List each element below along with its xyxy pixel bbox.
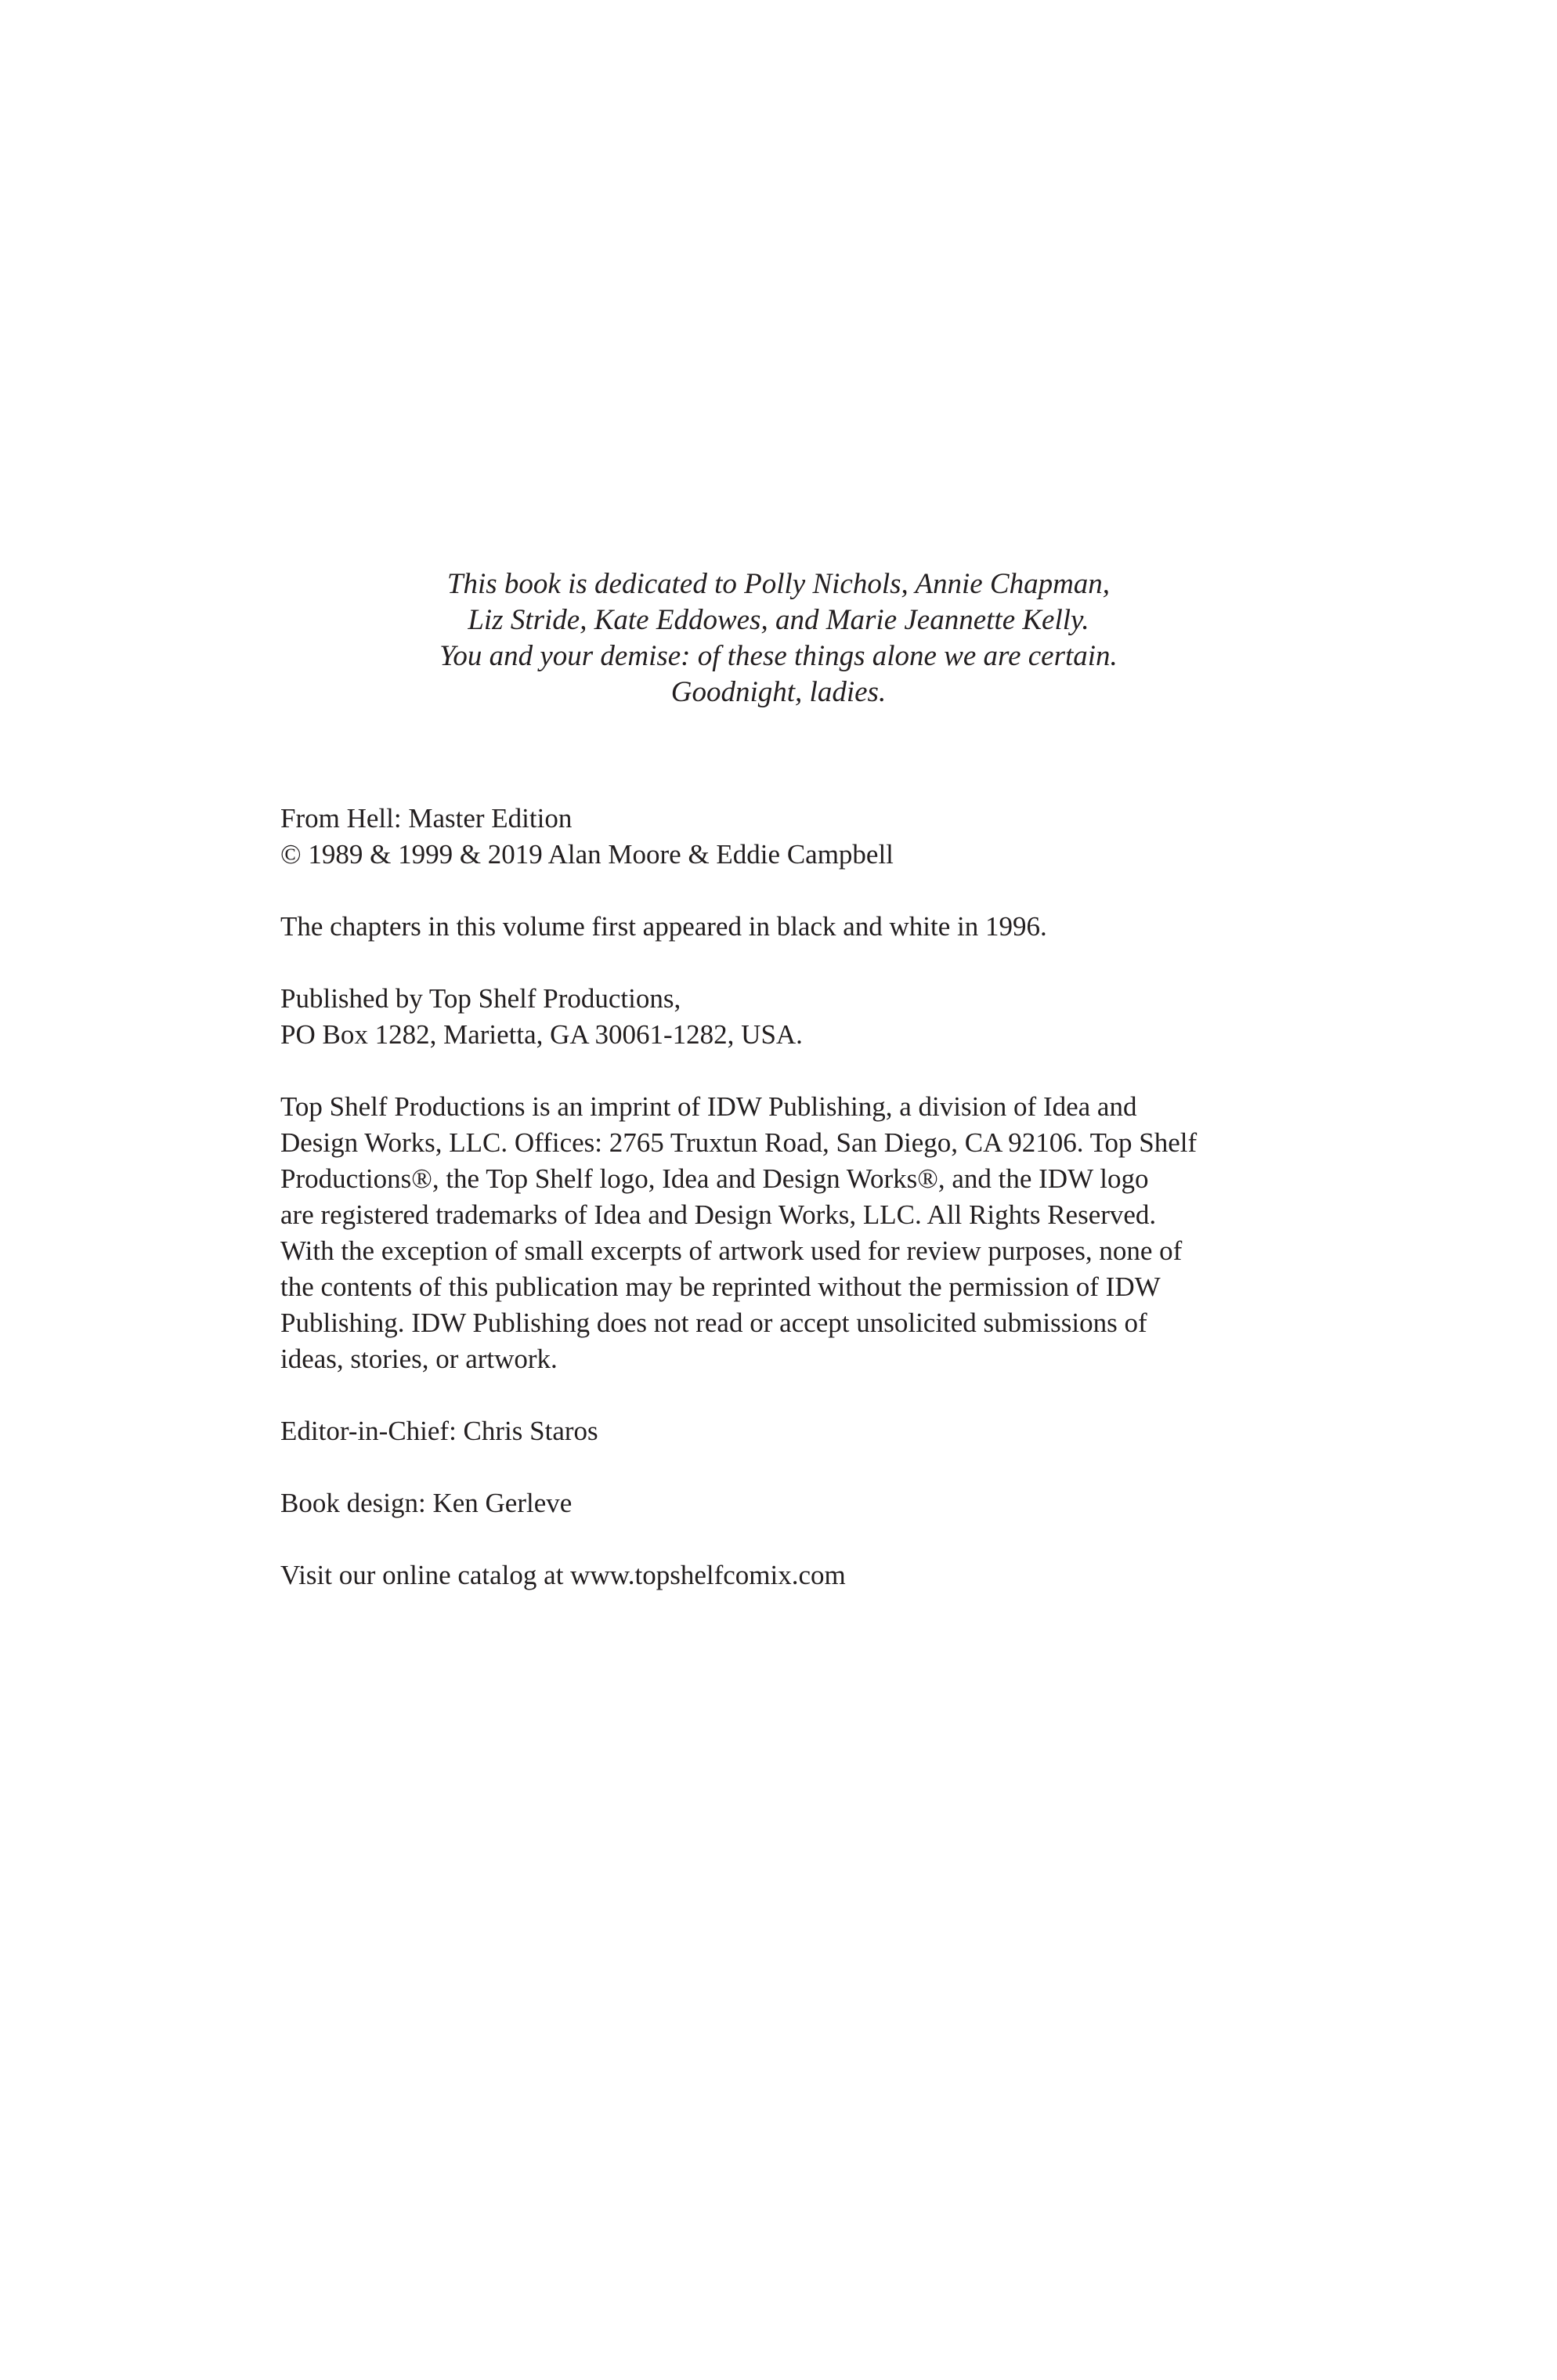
legal-line: Productions®, the Top Shelf logo, Idea and Design Works®, and the IDW logo xyxy=(280,1163,1149,1194)
legal-line: ideas, stories, or artwork. xyxy=(280,1344,558,1374)
book-title: From Hell: Master Edition xyxy=(280,803,573,834)
legal-line: Publishing. IDW Publishing does not read or accept unsolicited submissions of xyxy=(280,1308,1147,1338)
first-appeared-text: The chapters in this volume first appeared in black and white in 1996. xyxy=(280,911,1047,942)
dedication-line: This book is dedicated to Polly Nichols, Annie Chapman, xyxy=(446,568,1111,600)
colophon xyxy=(280,801,1314,1629)
legal-line: Top Shelf Productions is an imprint of IDW Publishing, a division of Idea and xyxy=(280,1091,1137,1122)
title-copyright xyxy=(280,801,1314,873)
editor-credit xyxy=(280,1413,1314,1449)
legal-line: are registered trademarks of Idea and Design Works, LLC. All Rights Reserved. xyxy=(280,1199,1157,1230)
publisher-line: Published by Top Shelf Productions, xyxy=(280,983,681,1014)
legal-line: the contents of this publication may be reprinted without the permission of IDW xyxy=(280,1271,1161,1302)
catalog-note xyxy=(280,1557,1314,1593)
design-text: Book design: Ken Gerleve xyxy=(280,1488,573,1518)
catalog-text: Visit our online catalog at www.topshelfcomix.com xyxy=(280,1560,846,1590)
copyright-notice: © 1989 & 1999 & 2019 Alan Moore & Eddie Campbell xyxy=(280,839,894,870)
dedication xyxy=(282,566,1275,711)
first-appeared-note xyxy=(280,909,1314,945)
design-credit xyxy=(280,1485,1314,1521)
dedication-line: You and your demise: of these things alone we are certain. xyxy=(439,640,1118,672)
legal-line: Design Works, LLC. Offices: 2765 Truxtun Road, San Diego, CA 92106. Top Shelf xyxy=(280,1127,1198,1158)
dedication-line: Liz Stride, Kate Eddowes, and Marie Jeannette Kelly. xyxy=(468,604,1089,636)
editor-text: Editor-in-Chief: Chris Staros xyxy=(280,1416,598,1446)
legal-line: With the exception of small excerpts of artwork used for review purposes, none of xyxy=(280,1235,1183,1266)
publisher-address: PO Box 1282, Marietta, GA 30061-1282, USA. xyxy=(280,1019,803,1050)
legal-notice xyxy=(280,1089,1314,1377)
publisher-info xyxy=(280,981,1314,1053)
dedication-line: Goodnight, ladies. xyxy=(670,676,887,708)
